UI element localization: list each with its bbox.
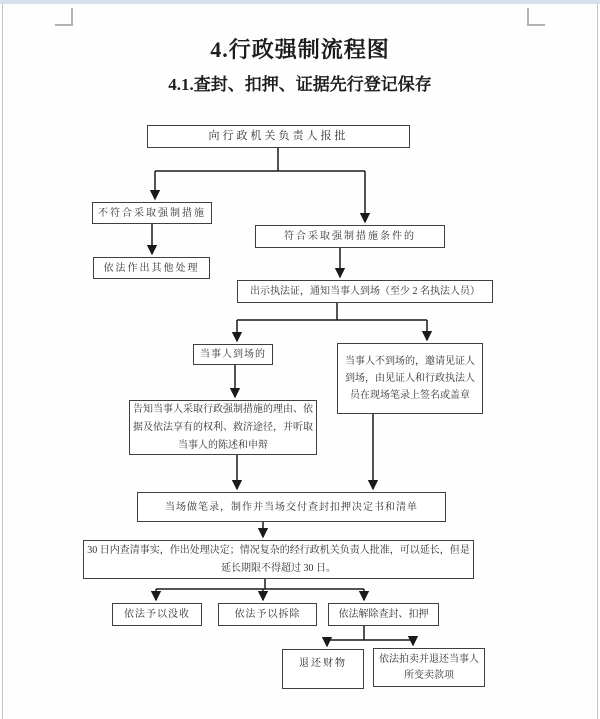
flow-node-thirty-day-decision: 30 日内查清事实，作出处理决定；情况复杂的经行政机关负责人批准，可以延长，但是延长期限不得超过 30 日。: [83, 540, 474, 579]
flow-node-qualified: 符合采取强制措施条件的: [255, 225, 445, 248]
page-subtitle: 4.1.查封、扣押、证据先行登记保存: [168, 75, 432, 94]
flow-node-lift-seizure: 依法解除查封、扣押: [328, 603, 439, 626]
flow-node-confiscate: 依法予以没收: [112, 603, 202, 626]
flow-node-return-property: 退还财物: [282, 649, 364, 689]
flow-node-report-to-head: 向行政机关负责人报批: [147, 125, 410, 148]
flow-node-auction-return: 依法拍卖并退还当事人所变卖款项: [373, 648, 485, 687]
flow-node-party-present: 当事人到场的: [193, 344, 273, 365]
flow-node-other-disposal: 依法作出其他处理: [93, 257, 210, 279]
flow-node-show-credentials: 出示执法证，通知当事人到场（至少 2 名执法人员）: [237, 280, 493, 303]
page-title: 4.行政强制流程图: [210, 37, 390, 62]
flow-node-demolish: 依法予以拆除: [218, 603, 317, 626]
flow-node-inform-rights: 告知当事人采取行政强制措施的理由、依据及依法享有的权利、救济途径，并听取当事人的陈述和申辩: [129, 400, 317, 455]
flow-node-not-qualified: 不符合采取强制措施: [92, 202, 212, 224]
flow-node-onsite-record: 当场做笔录，制作并当场交付查封扣押决定书和清单: [137, 492, 446, 522]
flow-node-party-absent: 当事人不到场的，邀请见证人到场，由见证人和行政执法人员在现场笔录上签名或盖章: [337, 343, 483, 414]
